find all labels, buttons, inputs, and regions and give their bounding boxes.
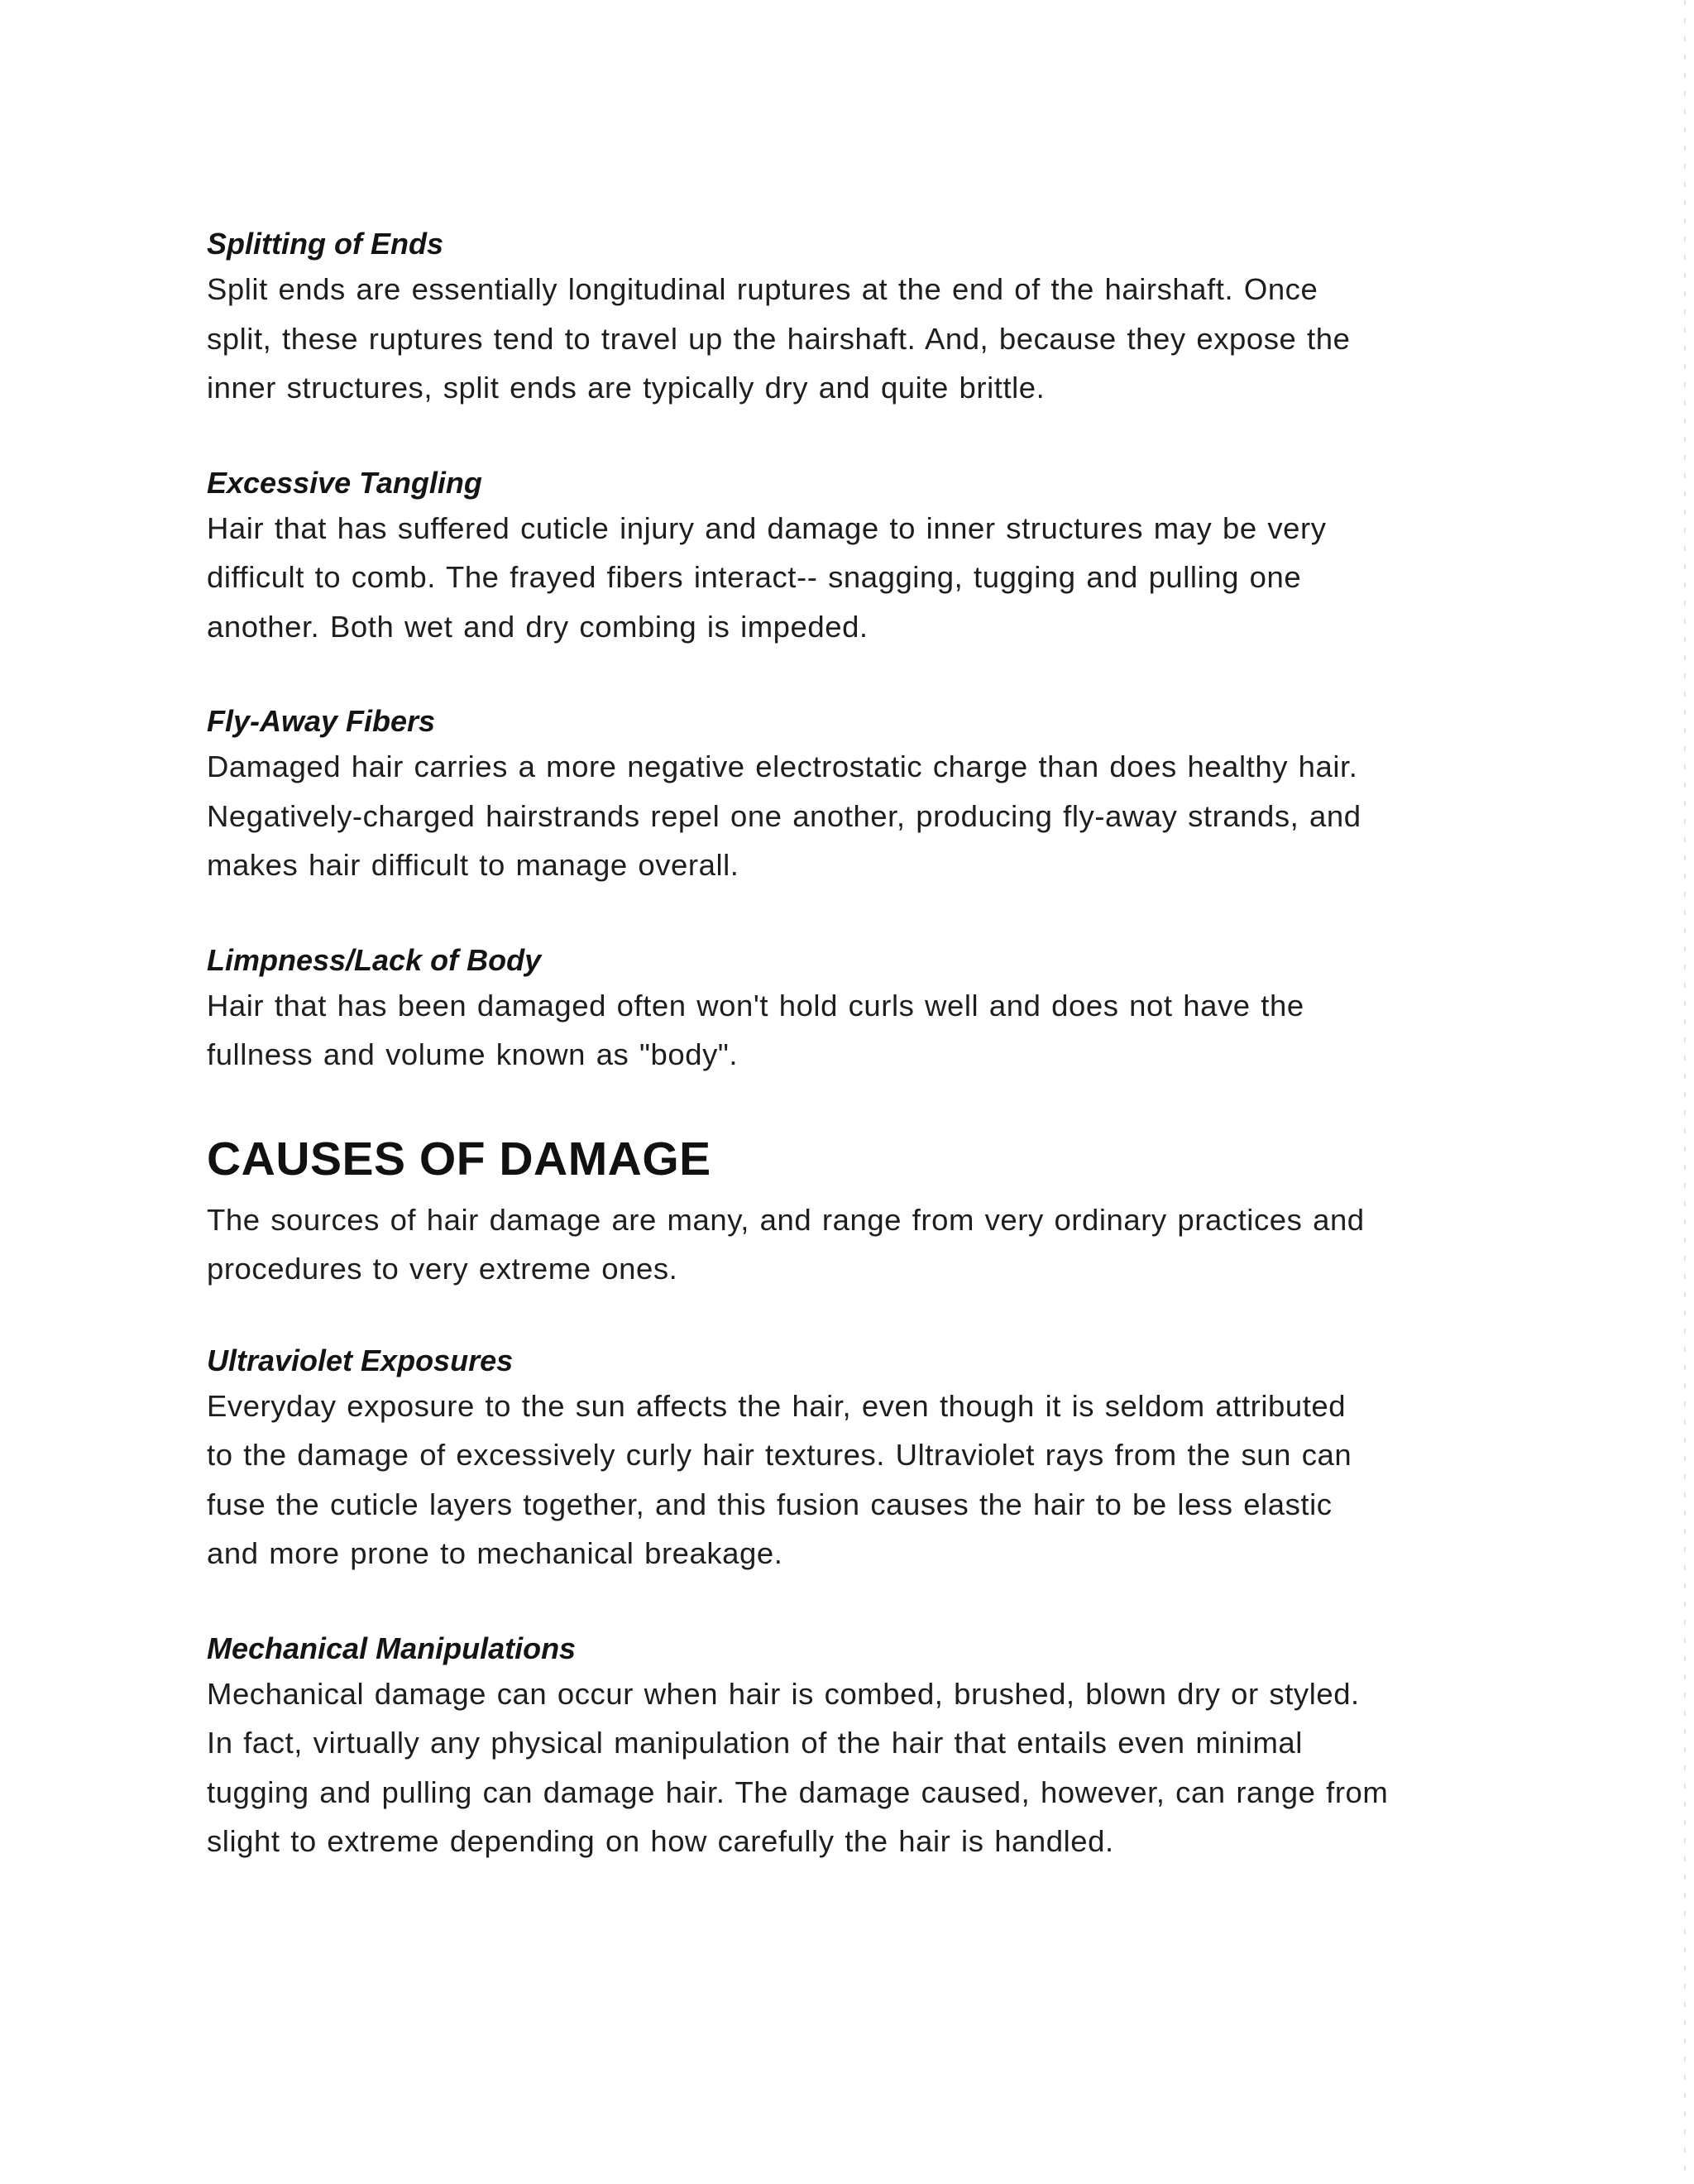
paragraph-line: and more prone to mechanical breakage. <box>207 1536 783 1570</box>
document-page <box>207 223 1505 1916</box>
section-ultraviolet-exposures <box>207 1340 1505 1578</box>
subheading: Mechanical Manipulations <box>207 1631 577 1665</box>
subheading: Ultraviolet Exposures <box>207 1343 514 1377</box>
paragraph-line: Hair that has suffered cuticle injury and damage to inner structures may be very <box>207 510 1327 545</box>
paragraph-line: In fact, virtually any physical manipulation of the hair that entails even minimal <box>207 1726 1303 1760</box>
paragraph-line: Split ends are essentially longitudinal ruptures at the end of the hairshaft. Once <box>207 272 1318 306</box>
paragraph-line: to the damage of excessively curly hair textures. Ultraviolet rays from the sun can <box>207 1438 1352 1472</box>
subheading: Limpness/Lack of Body <box>207 942 542 977</box>
paragraph-line: slight to extreme depending on how carefully the hair is handled. <box>207 1824 1114 1858</box>
paragraph-line: Everyday exposure to the sun affects the hair, even though it is seldom attributed <box>207 1388 1347 1423</box>
paragraph-line: procedures to very extreme ones. <box>207 1252 678 1286</box>
section-causes-of-damage <box>207 1126 1505 1294</box>
section-limpness <box>207 940 1505 1080</box>
paragraph-line: Negatively-charged hairstrands repel one another, producing fly-away strands, and <box>207 798 1361 833</box>
subheading: Splitting of Ends <box>207 227 443 261</box>
paragraph-line: Hair that has been damaged often won't hold curls well and does not have the <box>207 988 1304 1023</box>
section-fly-away-fibers <box>207 701 1505 890</box>
paragraph-line: The sources of hair damage are many, and range from very ordinary practices and <box>207 1202 1365 1237</box>
paragraph-line: another. Both wet and dry combing is impeded. <box>207 609 869 644</box>
paragraph-line: Mechanical damage can occur when hair is combed, brushed, blown dry or styled. <box>207 1676 1360 1711</box>
scan-edge-artifact <box>1684 0 1686 2184</box>
section-excessive-tangling <box>207 462 1505 652</box>
paragraph-line: fullness and volume known as "body". <box>207 1037 739 1071</box>
paragraph-line: fuse the cuticle layers together, and this fusion causes the hair to be less elastic <box>207 1487 1333 1521</box>
paragraph-line: inner structures, split ends are typically dry and quite brittle. <box>207 371 1046 405</box>
subheading: Fly-Away Fibers <box>207 704 436 738</box>
paragraph-line: Damaged hair carries a more negative electrostatic charge than does healthy hair. <box>207 750 1358 783</box>
section-splitting-of-ends <box>207 223 1505 413</box>
subheading: Excessive Tangling <box>207 465 482 500</box>
section-mechanical-manipulations <box>207 1628 1505 1866</box>
paragraph-line: tugging and pulling can damage hair. The damage caused, however, can range from <box>207 1774 1389 1809</box>
paragraph-line: makes hair difficult to manage overall. <box>207 848 739 882</box>
paragraph-line: difficult to comb. The frayed fibers interact-- snagging, tugging and pulling one <box>207 560 1302 594</box>
section-title: CAUSES OF DAMAGE <box>207 1132 711 1185</box>
paragraph-line: split, these ruptures tend to travel up the hairshaft. And, because they expose the <box>207 321 1351 356</box>
